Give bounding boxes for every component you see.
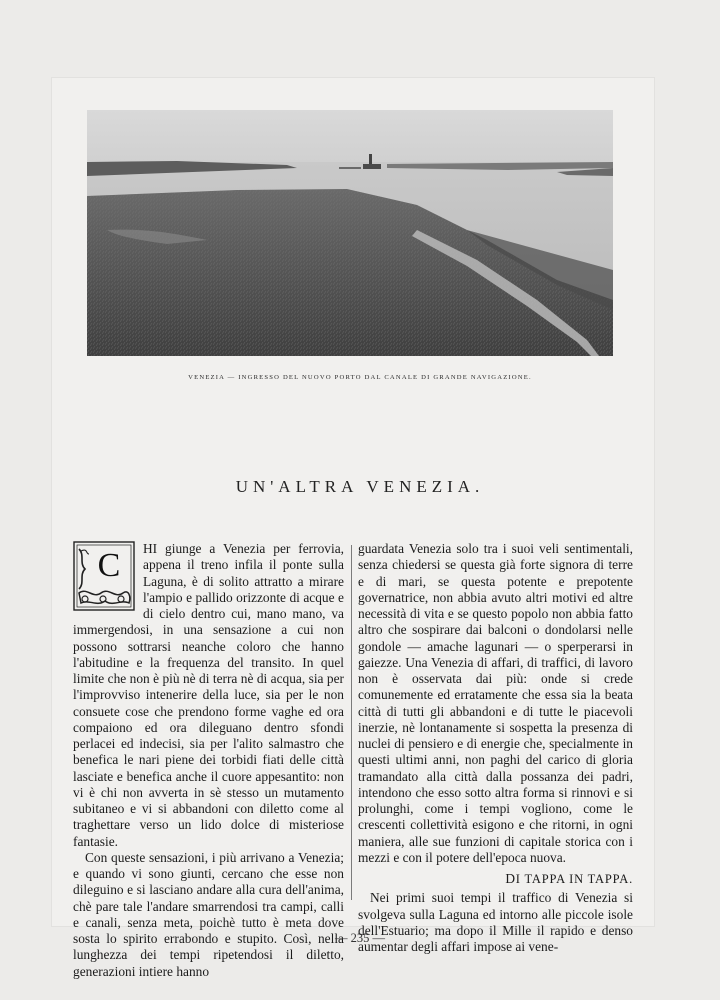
page-number: — 235 —: [335, 931, 385, 945]
decorated-initial: [73, 541, 135, 611]
paragraph: guardata Venezia solo tra i suoi veli sentimentali, senza chiedersi se questa già forte signora di terre e di mari, se questa potente e prepotente governatrice, non abbia avuto altri motivi ed altre necessità di vita e se questo popolo non abbia fatto altro che sospirare dai balconi o dondolarsi nelle gondole — amache lagunari — o sperperarsi in gaiezze. Una Venezia di affari, di traffici, di lavoro non è osservata dai più: onde si crede comunemente ed erratamente che essa sia la beata città di tutti gli abbandoni e di tutte le piacevoli inerzie, nè lontanamente si sospetta la presenza di nuclei di pensiero e di energie che, specialmente in questi ultimi anni, non paghi del carico di gloria tramandato alla città dalla possanza dei padri, intendono che esso sotto altra forma si rinnovi e si prolunghi, come i tempi vogliono, come le crescenti collettività esigono e che ritorni, in ogni maniera, alle sue funzioni di capitale storica con i mezzi e con il potere dell'epoca nuova.: [358, 541, 633, 865]
photo-illustration: [87, 110, 613, 356]
paragraph: Con queste sensazioni, i più arrivano a Venezia; e quando vi sono giunti, cercano che esse non dileguino e si lasciano andare alla cura dell'anima, chè pare tale l'andare smarrendosi tra campi, calli e canali, senza meta, poichè tutto è meta dove sosta lo spirito errabondo e stupito. Così, nella lunghezza dei tempi ripetendosi il diletto, generazioni intiere hanno: [73, 849, 344, 979]
subheading-text: I TAPPA IN TAPPA.: [515, 872, 633, 886]
paragraph: Nei primi suoi tempi il traffico di Venezia si svolgeva sulla Laguna ed intorno alle piccole isole dell'Estuario; ma dopo il Mille il rapido e denso aumentar degli affari impose ai vene-: [358, 890, 633, 954]
subheading-initial: D: [505, 871, 516, 886]
photo-caption: VENEZIA — INGRESSO DEL NUOVO PORTO DAL CANALE DI GRANDE NAVIGAZIONE.: [188, 374, 532, 381]
article-title: UN'ALTRA VENEZIA.: [235, 477, 485, 496]
lagoon-photograph: [87, 110, 613, 356]
paragraph: HI giunge a Venezia per ferrovia, appena il treno infila il ponte sulla Laguna, è di solito attratto a mirare l'ampio e pallido orizzonte di acque e di cielo dentro cui, mano mano, va immergendosi, in una sensazione a cui non possono sottrarsi neanche coloro che hanno l'abitudine e la frequenza del transito. In quel limite che non è più nè di terra nè di acqua, sia per l'improvviso intenerire della luce, sia per le non consuete cose che prendono forme vaghe ed ora compaiono ed ora dileguano dentro sfondi perlacei ed indecisi, sia per l'alito salmastro che benefica le nari piene dei torbidi fiati delle città lasciate e benefica anche il cuore appesantito: non vi è chi non avverta in sè stesso un mutamento subitaneo e vi si abbandoni con diletto come al traghettare verso un lido dolce di misteriose fantasie.: [73, 541, 344, 849]
right-column: [358, 541, 633, 955]
column-divider: [351, 545, 352, 900]
initial-letter: C: [89, 547, 129, 585]
left-column: [73, 541, 344, 980]
section-subheading: [358, 871, 633, 887]
